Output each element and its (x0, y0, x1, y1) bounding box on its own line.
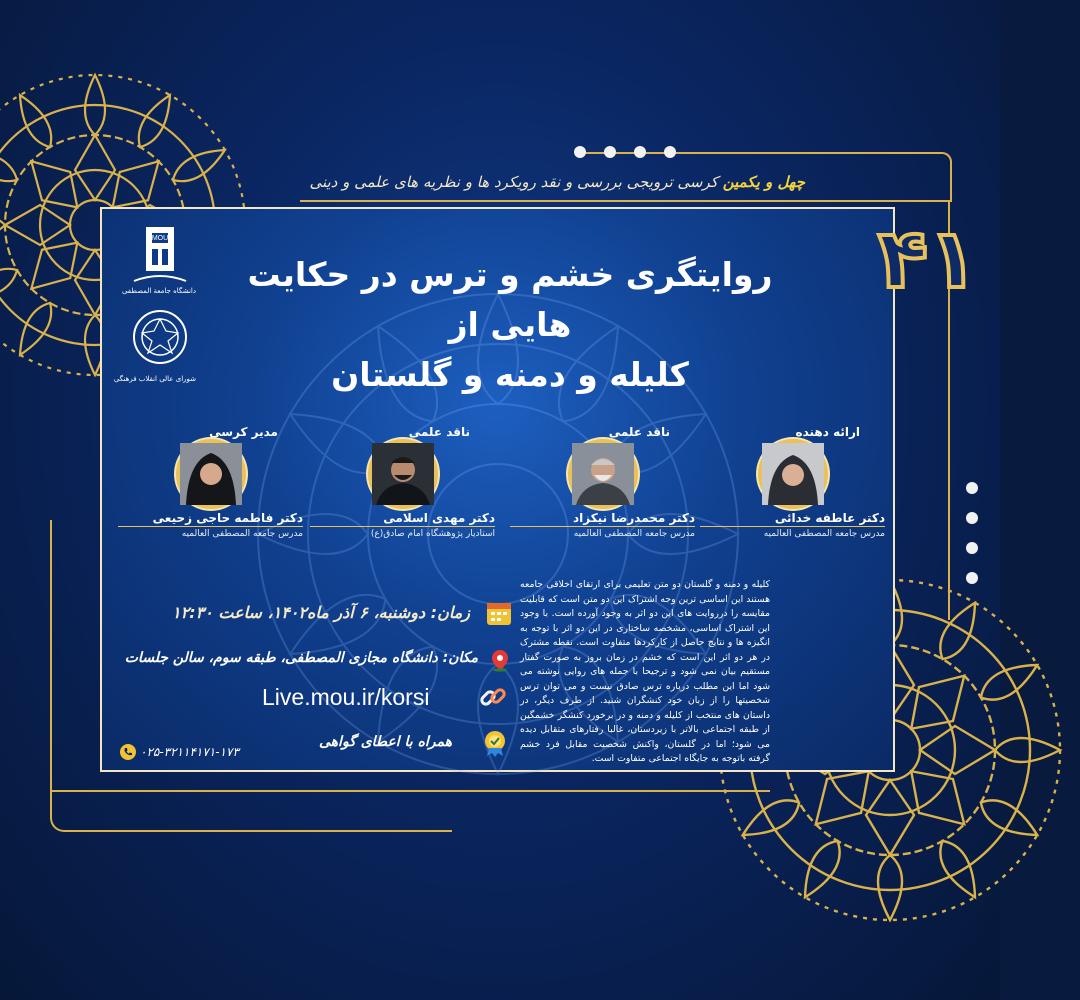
certificate-note: همراه با اعطای گواهی (319, 734, 452, 750)
phone-icon (120, 744, 136, 760)
speaker-role: ناقد علمی (408, 425, 470, 439)
speaker-photo (758, 439, 828, 509)
speaker-affiliation: مدرس جامعه المصطفی العالمیه (181, 529, 303, 539)
calendar-icon (484, 598, 514, 628)
council-text: شورای عالی انقلاب فرهنگی (113, 375, 196, 383)
speaker-photo (368, 439, 438, 509)
speaker-role: ناقد علمی (608, 425, 670, 439)
speaker-name: دکتر مهدی اسلامی (383, 511, 495, 525)
subtitle-text: کرسی ترویجی بررسی و نقد رویکرد ها و نظریه های علمی و دینی (309, 173, 718, 191)
university-logo-text: دانشگاه جامعة المصطفی (121, 287, 196, 295)
speaker-name: دکتر عاطفه خدائی (774, 511, 885, 525)
speaker-affiliation: مدرس جامعه المصطفی العالمیه (763, 529, 885, 539)
speaker-divider (118, 526, 303, 527)
event-time: زمان: دوشنبه، ۶ آذر ماه۱۴۰۲، ساعت ۱۲:۳۰ (172, 603, 470, 622)
live-stream-link[interactable]: Live.mou.ir/korsi (262, 684, 430, 710)
phone-number: ۰۲۵-۳۲۱۱۴۱۷۱-۱۷۳ (140, 745, 239, 759)
top-subtitle (309, 173, 805, 191)
council-emblem (130, 301, 190, 381)
speaker-divider (510, 526, 695, 527)
speaker-affiliation: استادیار پژوهشگاه امام صادق(ع) (370, 529, 495, 539)
certificate-badge-icon (480, 728, 510, 758)
location-pin-icon (488, 648, 512, 672)
dots-ornament-right (962, 480, 982, 590)
speaker-divider (310, 526, 495, 527)
speaker-affiliation: مدرس جامعه المصطفی العالمیه (573, 529, 695, 539)
link-icon (478, 682, 508, 712)
speaker-photo (176, 439, 246, 509)
frame-bottom-left-curl (50, 790, 452, 832)
speaker-divider (700, 526, 885, 527)
event-description: کلیله و دمنه و گلستان دو متن تعلیمی برای ارتقای اخلاقی جامعه هستند این اساسی ترین وجه اشتراک این دو متن است که قابلیت مقایسه را درروایت های این دو اثر به وجود آورده است. با وجود این اشتراک اساسی، مشخصه ساختاری در این دو اثر با توجه به انگیزه ها و نتایج حاصل از کارکردها متفاوت است. نقطه مشترک در هر دو اثر این است که خشم در زمان بروز به صورت گفتار مستقیم بیان نمی شود و ترجیحا با جمله های روایی نوشته می شود اما این مطلب درباره ترس صادق نیست و می توان ترس شخصیتها را از زبان خود کنشگران شنید. از طرف دیگر، در داستان های منتخب از کلیله و دمنه و در برخورد کنشگر خشمگین از طبقه اجتماعی بالاتر با زیردستان، غالبا رفتارهای متقابل دیده می شود؛ اما در گلستان، واکنش شخصیت مقابل فرد خشم گرفته باتوجه به جایگاه اجتماعی متفاوت است. (520, 579, 770, 764)
speaker-photo (568, 439, 638, 509)
event-location: مکان: دانشگاه مجازی المصطفی، طبقه سوم، سالن جلسات (124, 650, 478, 666)
title-line-1: روایتگری خشم و ترس در حکایت هایی از (247, 255, 773, 344)
speaker-role: ارائه دهنده (795, 425, 860, 439)
event-title (230, 250, 790, 400)
session-number: ۴۱ (877, 212, 978, 307)
speaker-role: مدیر کرسی (209, 425, 278, 439)
title-line-2: کلیله و دمنه و گلستان (331, 355, 689, 394)
contact-phone (140, 745, 239, 759)
mou-abbr: MOU (151, 235, 169, 242)
frame-left-line (50, 520, 52, 790)
speaker-name: دکتر محمدرضا نیکزاد (572, 511, 695, 525)
subtitle-highlight: چهل و یکمین (722, 173, 805, 191)
logos (113, 225, 196, 395)
speaker-name: دکتر فاطمه حاجی زحیعی (152, 511, 303, 525)
